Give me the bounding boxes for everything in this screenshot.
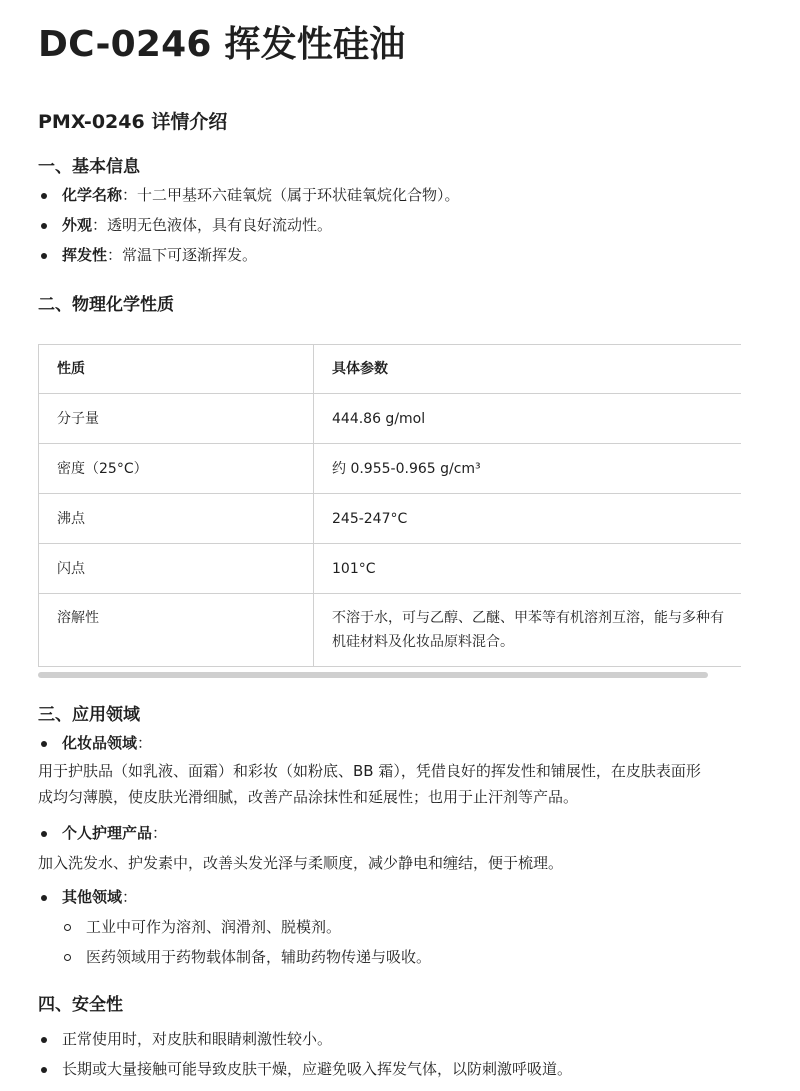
sub-list-item: 医药领域用于药物载体制备，辅助药物传递与吸收。 xyxy=(62,942,762,972)
column-header-value: 具体参数 xyxy=(314,345,742,394)
paragraph-line: 成均匀薄膜，使皮肤光滑细腻，改善产品涂抹性和延展性；也用于止汗剂等产品。 xyxy=(38,788,579,806)
other-fields-sublist xyxy=(38,912,762,972)
cell-property: 溶解性 xyxy=(39,594,314,667)
section-heading-applications: 三、应用领域 xyxy=(38,705,140,725)
list-item xyxy=(38,728,762,758)
list-item xyxy=(38,180,762,210)
page-subtitle: PMX-0246 详情介绍 xyxy=(38,111,228,133)
properties-table xyxy=(38,344,741,667)
section-heading-properties: 二、物理化学性质 xyxy=(38,295,174,315)
applications-list-personal-care xyxy=(38,818,762,848)
cell-value: 245-247°C xyxy=(314,494,742,544)
table-row xyxy=(39,394,742,444)
basic-info-list xyxy=(38,180,762,270)
item-text: ：常温下可逐渐挥发。 xyxy=(107,246,258,264)
section-heading-basic-info: 一、基本信息 xyxy=(38,157,140,177)
properties-table-scroll-container[interactable] xyxy=(38,344,741,667)
item-label: 化妆品领域 xyxy=(62,734,138,752)
cell-value-line: 机硅材料及化妆品原料混合。 xyxy=(332,634,514,650)
table-row xyxy=(39,444,742,494)
table-header-row xyxy=(39,345,742,394)
cell-value: 444.86 g/mol xyxy=(314,394,742,444)
cell-property: 密度（25°C） xyxy=(39,444,314,494)
item-text: ：十二甲基环六硅氧烷（属于环状硅氧烷化合物）。 xyxy=(122,186,460,204)
safety-list xyxy=(38,1024,762,1084)
cell-property: 分子量 xyxy=(39,394,314,444)
table-horizontal-scrollbar[interactable] xyxy=(38,672,708,678)
item-label: 化学名称 xyxy=(62,186,123,204)
list-item: 长期或大量接触可能导致皮肤干燥，应避免吸入挥发气体，以防刺激呼吸道。 xyxy=(38,1054,762,1084)
table-row xyxy=(39,594,742,667)
list-item xyxy=(38,240,762,270)
item-colon: ： xyxy=(152,824,168,842)
section-heading-safety: 四、安全性 xyxy=(38,995,123,1015)
cell-value xyxy=(314,594,742,667)
cell-value-line: 不溶于水，可与乙醇、乙醚、甲苯等有机溶剂互溶，能与多种有 xyxy=(332,610,724,626)
paragraph-line: 用于护肤品（如乳液、面霜）和彩妆（如粉底、BB 霜），凭借良好的挥发性和铺展性，在皮肤表面形 xyxy=(38,762,701,780)
table-row xyxy=(39,544,742,594)
list-item xyxy=(38,210,762,240)
column-header-property: 性质 xyxy=(39,345,314,394)
item-colon: ： xyxy=(137,734,153,752)
item-label: 外观 xyxy=(62,216,93,234)
item-label: 其他领域 xyxy=(62,888,123,906)
cell-value: 101°C xyxy=(314,544,742,594)
sub-list-item: 工业中可作为溶剂、润滑剂、脱模剂。 xyxy=(62,912,762,942)
list-item xyxy=(38,882,762,912)
personal-care-description: 加入洗发水、护发素中，改善头发光泽与柔顺度，减少静电和缠结，便于梳理。 xyxy=(38,854,564,872)
item-label: 个人护理产品 xyxy=(62,824,153,842)
item-text: ：透明无色液体，具有良好流动性。 xyxy=(92,216,333,234)
cell-property: 沸点 xyxy=(39,494,314,544)
cosmetics-description xyxy=(38,758,762,810)
table-row xyxy=(39,494,742,544)
applications-list-other xyxy=(38,882,762,912)
page-title: DC-0246 挥发性硅油 xyxy=(38,24,406,65)
applications-list-cosmetics xyxy=(38,728,762,758)
cell-property: 闪点 xyxy=(39,544,314,594)
item-label: 挥发性 xyxy=(62,246,108,264)
item-colon: ： xyxy=(122,888,138,906)
list-item xyxy=(38,818,762,848)
list-item: 正常使用时，对皮肤和眼睛刺激性较小。 xyxy=(38,1024,762,1054)
cell-value: 约 0.955-0.965 g/cm³ xyxy=(314,444,742,494)
